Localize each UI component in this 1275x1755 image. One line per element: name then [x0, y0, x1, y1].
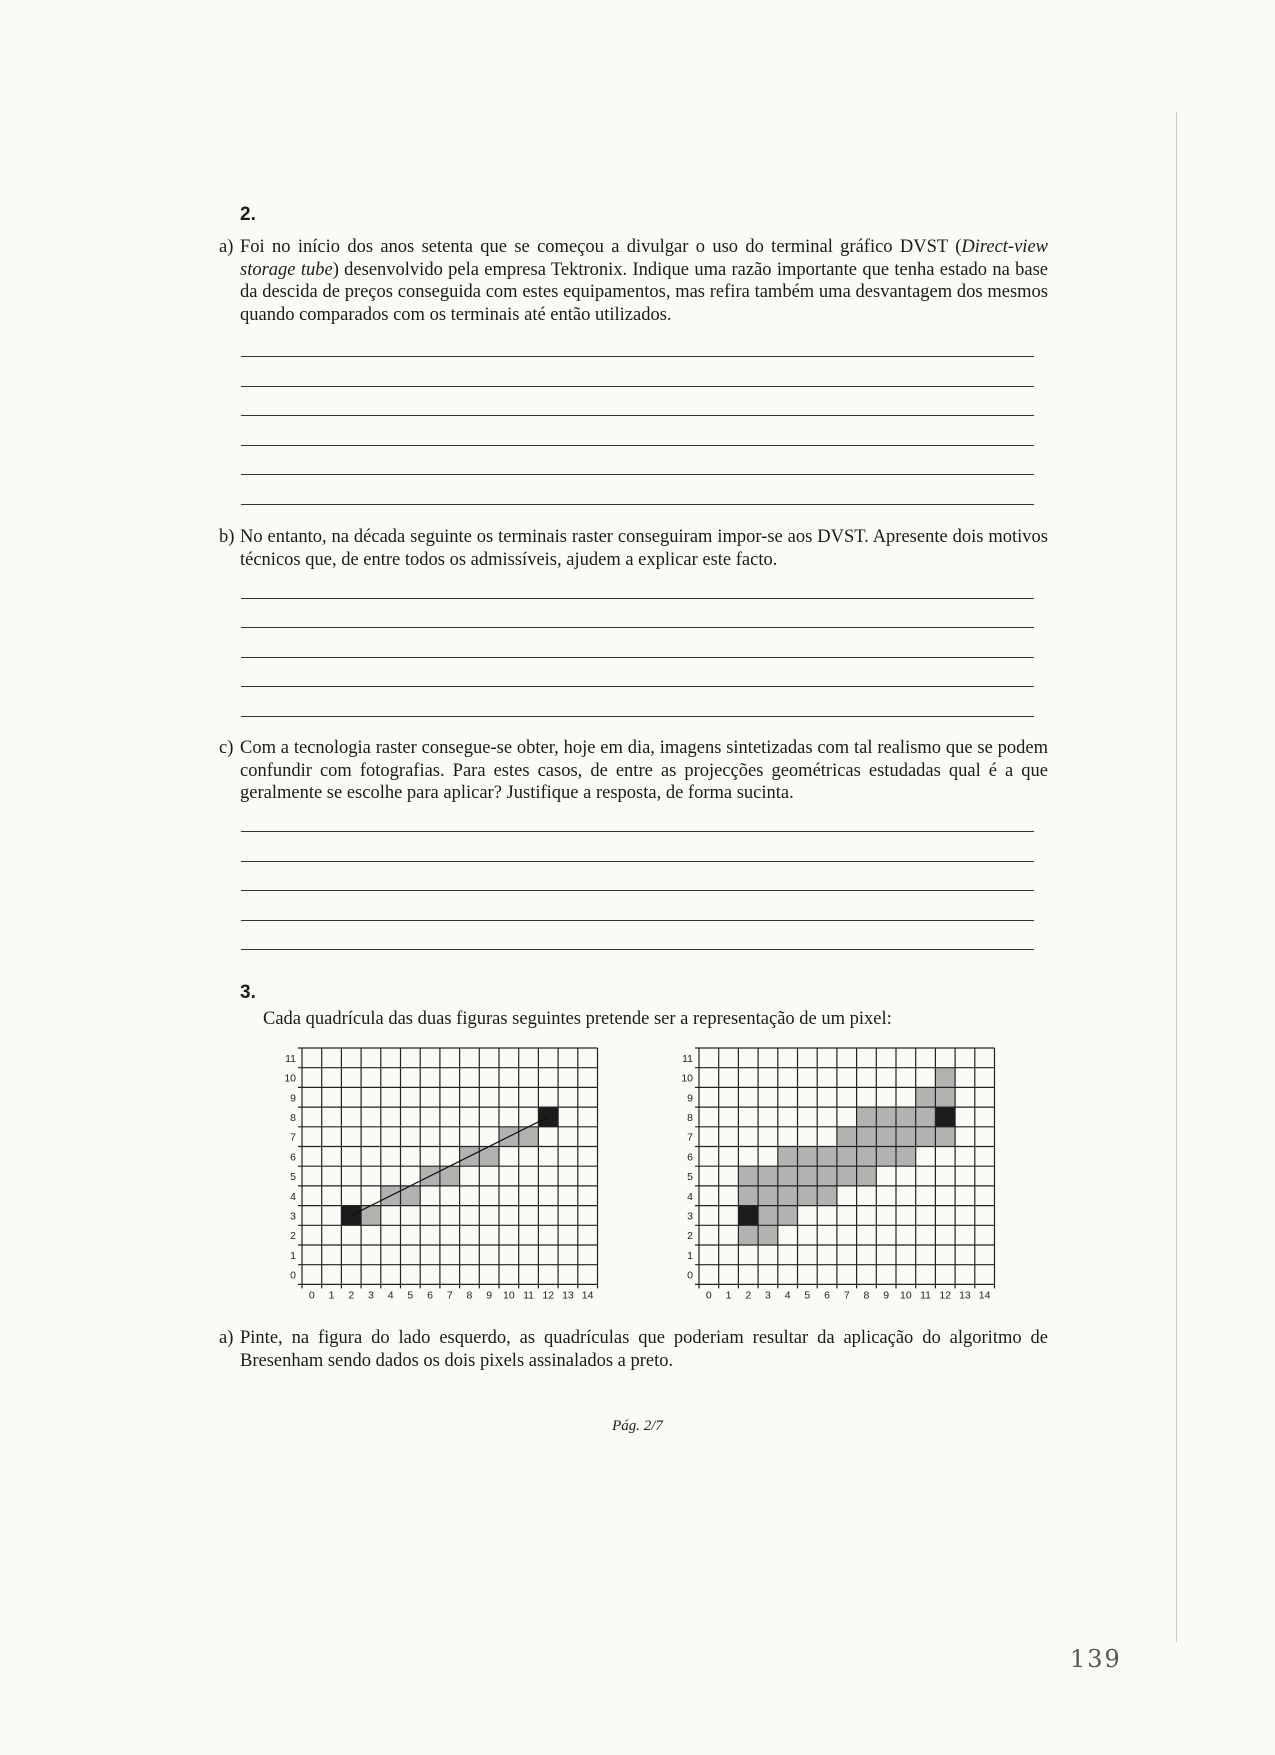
- y-tick-label: 7: [290, 1131, 296, 1144]
- y-tick-label: 1: [290, 1249, 296, 1262]
- shaded-pixel: [758, 1225, 778, 1245]
- y-tick-label: 11: [285, 1052, 296, 1065]
- x-tick-label: 1: [725, 1289, 732, 1302]
- x-tick-label: 3: [368, 1289, 374, 1302]
- shaded-pixel: [876, 1107, 896, 1127]
- x-tick-label: 8: [466, 1289, 473, 1302]
- x-tick-label: 6: [824, 1289, 830, 1302]
- x-tick-label: 9: [883, 1289, 890, 1302]
- y-tick-label: 7: [687, 1131, 693, 1144]
- shaded-pixel: [817, 1147, 837, 1167]
- x-tick-label: 12: [939, 1289, 952, 1302]
- shaded-pixel: [817, 1186, 837, 1206]
- x-tick-label: 3: [765, 1289, 771, 1302]
- question-2a-italic: Direct-view storage tube: [240, 237, 1048, 280]
- question-2a: [219, 236, 1048, 326]
- y-tick-label: 1: [687, 1249, 693, 1262]
- shaded-pixel: [896, 1147, 916, 1167]
- shaded-pixel: [798, 1186, 818, 1206]
- x-tick-label: 14: [978, 1289, 991, 1302]
- y-tick-label: 4: [290, 1190, 296, 1203]
- shaded-pixel: [778, 1186, 798, 1206]
- answer-line[interactable]: [241, 474, 1034, 475]
- shaded-pixel: [935, 1068, 955, 1088]
- shaded-pixel: [896, 1127, 916, 1147]
- shaded-pixel: [916, 1127, 936, 1147]
- x-tick-label: 12: [542, 1289, 555, 1302]
- black-pixel: [935, 1107, 955, 1127]
- y-tick-label: 10: [284, 1072, 296, 1085]
- shaded-pixel: [857, 1147, 877, 1167]
- y-tick-label: 10: [681, 1072, 693, 1085]
- x-tick-label: 10: [900, 1289, 912, 1302]
- y-tick-label: 8: [290, 1111, 296, 1124]
- answer-line[interactable]: [241, 831, 1034, 832]
- x-tick-label: 2: [745, 1289, 752, 1302]
- black-pixel: [738, 1206, 758, 1226]
- question-2c-label: c): [219, 738, 234, 758]
- x-tick-label: 13: [959, 1289, 971, 1302]
- y-tick-label: 0: [687, 1269, 693, 1282]
- x-tick-label: 4: [387, 1289, 394, 1302]
- x-tick-label: 0: [308, 1289, 315, 1302]
- answer-line[interactable]: [241, 598, 1034, 599]
- shaded-pixel: [857, 1107, 877, 1127]
- y-tick-label: 3: [687, 1210, 693, 1223]
- question-2c-text: Com a tecnologia raster consegue-se obter, hoje em dia, imagens sintetizadas com tal realismo que se podem confundir com fotografias. Para estes casos, de entre as projecções geométricas estudadas qual é a que geralmente se escolhe para aplicar? Justifique a resposta, de forma sucinta.: [240, 738, 1048, 803]
- answer-line[interactable]: [241, 386, 1034, 387]
- y-tick-label: 6: [687, 1151, 693, 1164]
- x-tick-label: 0: [705, 1289, 712, 1302]
- shaded-pixel: [935, 1127, 955, 1147]
- x-tick-label: 11: [920, 1289, 932, 1302]
- answer-line[interactable]: [241, 949, 1034, 950]
- black-pixel: [538, 1107, 558, 1127]
- x-tick-label: 10: [503, 1289, 515, 1302]
- x-tick-label: 9: [486, 1289, 493, 1302]
- shaded-pixel: [798, 1147, 818, 1167]
- shaded-pixel: [876, 1127, 896, 1147]
- page-number: Pág. 2/7: [612, 1418, 663, 1434]
- shaded-pixel: [817, 1166, 837, 1186]
- question-3-intro: Cada quadrícula das duas figuras seguintes pretende ser a representação de um pixel:: [263, 1009, 892, 1029]
- y-tick-label: 4: [687, 1190, 693, 1203]
- shaded-pixel: [778, 1206, 798, 1226]
- answer-line[interactable]: [241, 415, 1034, 416]
- x-tick-label: 13: [562, 1289, 574, 1302]
- y-tick-label: 8: [687, 1111, 693, 1124]
- x-tick-label: 5: [804, 1289, 811, 1302]
- question-2a-label: a): [219, 237, 234, 257]
- answer-line[interactable]: [241, 657, 1034, 658]
- shaded-pixel: [857, 1166, 877, 1186]
- x-tick-label: 7: [446, 1289, 453, 1302]
- question-3a-text: Pinte, na figura do lado esquerdo, as quadrículas que poderiam resultar da aplicação do algoritmo de Bresenham sendo dados os dois pixels assinalados a preto.: [240, 1328, 1048, 1371]
- page-edge-line: [1176, 112, 1177, 1642]
- question-2-number: 2.: [240, 204, 256, 225]
- question-2a-text-1: Foi no início dos anos setenta que se começou a divulgar o uso do terminal gráfico DVST (: [240, 237, 962, 257]
- y-tick-label: 11: [682, 1052, 693, 1065]
- question-2a-text-2: ) desenvolvido pela empresa Tektronix. Indique uma razão importante que tenha estado na base da descida de preços conseguida com estes equipamentos, mas refira também uma desvantagem dos mesmos quando comparados com os terminais até então utilizados.: [240, 259, 1048, 325]
- x-tick-label: 11: [523, 1289, 535, 1302]
- question-3a-label: a): [219, 1328, 234, 1348]
- y-tick-label: 2: [687, 1230, 693, 1243]
- question-2b-text: No entanto, na década seguinte os terminais raster conseguiram impor-se aos DVST. Apresente dois motivos técnicos que, de entre todos os admissíveis, ajudem a explicar este facto.: [240, 527, 1048, 570]
- shaded-pixel: [837, 1127, 857, 1147]
- question-3-number: 3.: [240, 982, 256, 1003]
- handwritten-note: 139: [1070, 1645, 1122, 1673]
- y-tick-label: 5: [290, 1171, 296, 1184]
- x-tick-label: 4: [784, 1289, 791, 1302]
- shaded-pixel: [758, 1186, 778, 1206]
- question-2c: [219, 737, 1048, 805]
- y-tick-label: 0: [290, 1269, 296, 1282]
- x-tick-label: 1: [328, 1289, 335, 1302]
- shaded-pixel: [876, 1147, 896, 1167]
- answer-line[interactable]: [241, 861, 1034, 862]
- answer-line[interactable]: [241, 890, 1034, 891]
- answer-line[interactable]: [241, 686, 1034, 687]
- y-tick-label: 5: [687, 1171, 693, 1184]
- x-tick-label: 2: [348, 1289, 355, 1302]
- answer-line[interactable]: [241, 716, 1034, 717]
- x-tick-label: 14: [581, 1289, 594, 1302]
- question-2b-label: b): [219, 527, 235, 547]
- shaded-pixel: [935, 1087, 955, 1107]
- answer-line[interactable]: [241, 445, 1034, 446]
- y-tick-label: 3: [290, 1210, 296, 1223]
- shaded-pixel: [857, 1127, 877, 1147]
- y-tick-label: 9: [687, 1092, 693, 1105]
- y-tick-label: 6: [290, 1151, 296, 1164]
- shaded-pixel: [798, 1166, 818, 1186]
- answer-line[interactable]: [241, 356, 1034, 357]
- shaded-pixel: [758, 1166, 778, 1186]
- shaded-pixel: [896, 1107, 916, 1127]
- pixel-grid-right: [681, 1048, 992, 1302]
- shaded-pixel: [778, 1166, 798, 1186]
- x-tick-label: 5: [407, 1289, 414, 1302]
- shaded-pixel: [758, 1206, 778, 1226]
- shaded-pixel: [738, 1225, 758, 1245]
- shaded-pixel: [778, 1147, 798, 1167]
- y-tick-label: 9: [290, 1092, 296, 1105]
- question-3a: [219, 1327, 1048, 1372]
- y-tick-label: 2: [290, 1230, 296, 1243]
- x-tick-label: 8: [863, 1289, 870, 1302]
- x-tick-label: 6: [427, 1289, 433, 1302]
- pixel-grid-left[interactable]: [284, 1048, 595, 1302]
- answer-line[interactable]: [241, 627, 1034, 628]
- shaded-pixel: [916, 1107, 936, 1127]
- shaded-pixel: [837, 1166, 857, 1186]
- question-2b: [219, 526, 1048, 571]
- shaded-pixel: [916, 1087, 936, 1107]
- shaded-pixel: [837, 1147, 857, 1167]
- answer-line[interactable]: [241, 920, 1034, 921]
- x-tick-label: 7: [843, 1289, 850, 1302]
- answer-line[interactable]: [241, 504, 1034, 505]
- shaded-pixel: [738, 1166, 758, 1186]
- shaded-pixel: [738, 1186, 758, 1206]
